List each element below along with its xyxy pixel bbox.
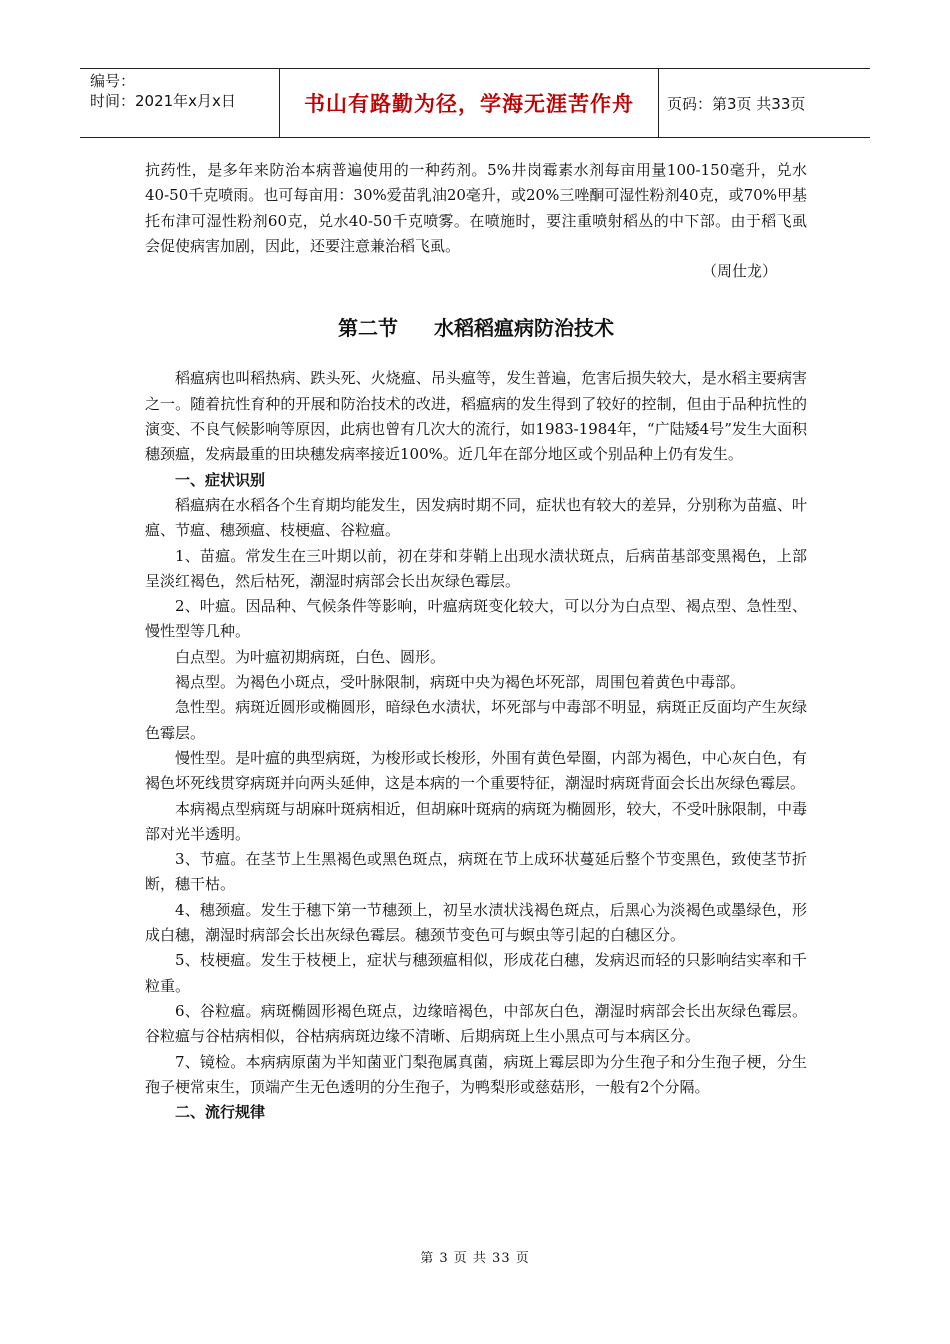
symptom-paragraph: 急性型。病斑近圆形或椭圆形，暗绿色水渍状，坏死部与中毒部不明显，病斑正反面均产生灰绿色霉层。 — [145, 698, 807, 742]
symptom-paragraph: 本病褐点型病斑与胡麻叶斑病相近，但胡麻叶斑病的病斑为椭圆形，较大，不受叶脉限制，中毒部对光半透明。 — [145, 799, 807, 843]
symptom-paragraph: 5、枝梗瘟。发生于枝梗上，症状与穗颈瘟相似，形成花白穗，发病迟而轻的只影响结实率和千粒重。 — [145, 951, 807, 995]
section-number: 第二节 — [338, 316, 398, 341]
section-title — [145, 314, 807, 342]
symptom-paragraph: 褐点型。为褐色小斑点，受叶脉限制，病斑中央为褐色坏死部，周围包着黄色中毒部。 — [175, 673, 746, 692]
symptom-paragraph: 3、节瘟。在茎节上生黑褐色或黑色斑点，病斑在节上成环状蔓延后整个节变黑色，致使茎节折断，穗干枯。 — [145, 850, 807, 894]
section-heading: 水稻稻瘟病防治技术 — [434, 316, 614, 341]
subheading-epidemic: 二、流行规律 — [175, 1103, 266, 1122]
header-page-info: 页码：第3页 共33页 — [667, 94, 806, 113]
page-footer: 第 3 页 共 33 页 — [420, 1251, 530, 1266]
date-label: 时间：2021年x月x日 — [90, 92, 236, 110]
header-motto: 书山有路勤为径，学海无涯苦作舟 — [280, 69, 659, 137]
page-header — [80, 68, 870, 138]
symptom-paragraph: 1、苗瘟。常发生在三叶期以前，初在芽和芽鞘上出现水渍状斑点，后病苗基部变黑褐色，上部呈淡红褐色，然后枯死，潮湿时病部会长出灰绿色霉层。 — [145, 546, 807, 590]
symptom-paragraph: 6、谷粒瘟。病斑椭圆形褐色斑点，边缘暗褐色，中部灰白色，潮湿时病部会长出灰绿色霉层。谷粒瘟与谷枯病相似，谷枯病病斑边缘不清晰、后期病斑上生小黑点可与本病区分。 — [145, 1001, 807, 1046]
author-signature: （周仕龙） — [701, 262, 777, 281]
subheading-symptoms: 一、症状识别 — [175, 470, 266, 489]
document-body — [145, 158, 807, 1125]
intro-paragraph: 抗药性，是多年来防治本病普遍使用的一种药剂。5%井岗霉素水剂每亩用量100-150毫升，兑水40-50千克喷雨。也可每亩用：30%爱苗乳油20毫升，或20%三唑酮可湿性粉剂40克，或70%甲基托布津可湿性粉剂60克，兑水40-50千克喷雾。在喷施时，要注重喷射稻丛的中下部。由于稻飞虱会促使病害加剧，因此，还要注意兼治稻飞虱。 — [145, 161, 807, 255]
overview-paragraph: 稻瘟病也叫稻热病、跌头死、火烧瘟、吊头瘟等，发生普遍，危害后损失较大，是水稻主要病害之一。随着抗性育种的开展和防治技术的改进，稻瘟病的发生得到了较好的控制，但由于品种抗性的演变、不良气候影响等原因，此病也曾有几次大的流行，如1983-1984年，“广陆矮4号”发生大面积穗颈瘟，发病最重的田块穗发病率接近100%。近几年在部分地区或个别品种上仍有发生。 — [145, 369, 807, 464]
symptom-paragraph: 慢性型。是叶瘟的典型病斑，为梭形或长梭形，外围有黄色晕圈，内部为褐色，中心灰白色，有褐色坏死线贯穿病斑并向两头延伸，这是本病的一个重要特征，潮湿时病斑背面会长出灰绿色霉层。 — [145, 748, 807, 793]
code-label: 编号： — [90, 72, 136, 90]
symptom-paragraph: 2、叶瘟。因品种、气候条件等影响，叶瘟病斑变化较大，可以分为白点型、褐点型、急性型、慢性型等几种。 — [145, 597, 807, 641]
header-meta — [80, 69, 280, 137]
symptom-paragraph: 7、镜检。本病病原菌为半知菌亚门梨孢属真菌，病斑上霉层即为分生孢子和分生孢子梗，分生孢子梗常束生，顶端产生无色透明的分生孢子，为鸭梨形或慈菇形，一般有2个分隔。 — [145, 1052, 807, 1096]
symptom-paragraph: 白点型。为叶瘟初期病斑，白色、圆形。 — [175, 647, 446, 666]
symptom-paragraph: 稻瘟病在水稻各个生育期均能发生，因发病时期不同，症状也有较大的差异，分别称为苗瘟、叶瘟、节瘟、穗颈瘟、枝梗瘟、谷粒瘟。 — [145, 495, 807, 540]
symptom-paragraph: 4、穗颈瘟。发生于穗下第一节穗颈上，初呈水渍状浅褐色斑点，后黑心为淡褐色或墨绿色，形成白穗，潮湿时病部会长出灰绿色霉层。穗颈节变色可与螟虫等引起的白穗区分。 — [145, 900, 807, 945]
